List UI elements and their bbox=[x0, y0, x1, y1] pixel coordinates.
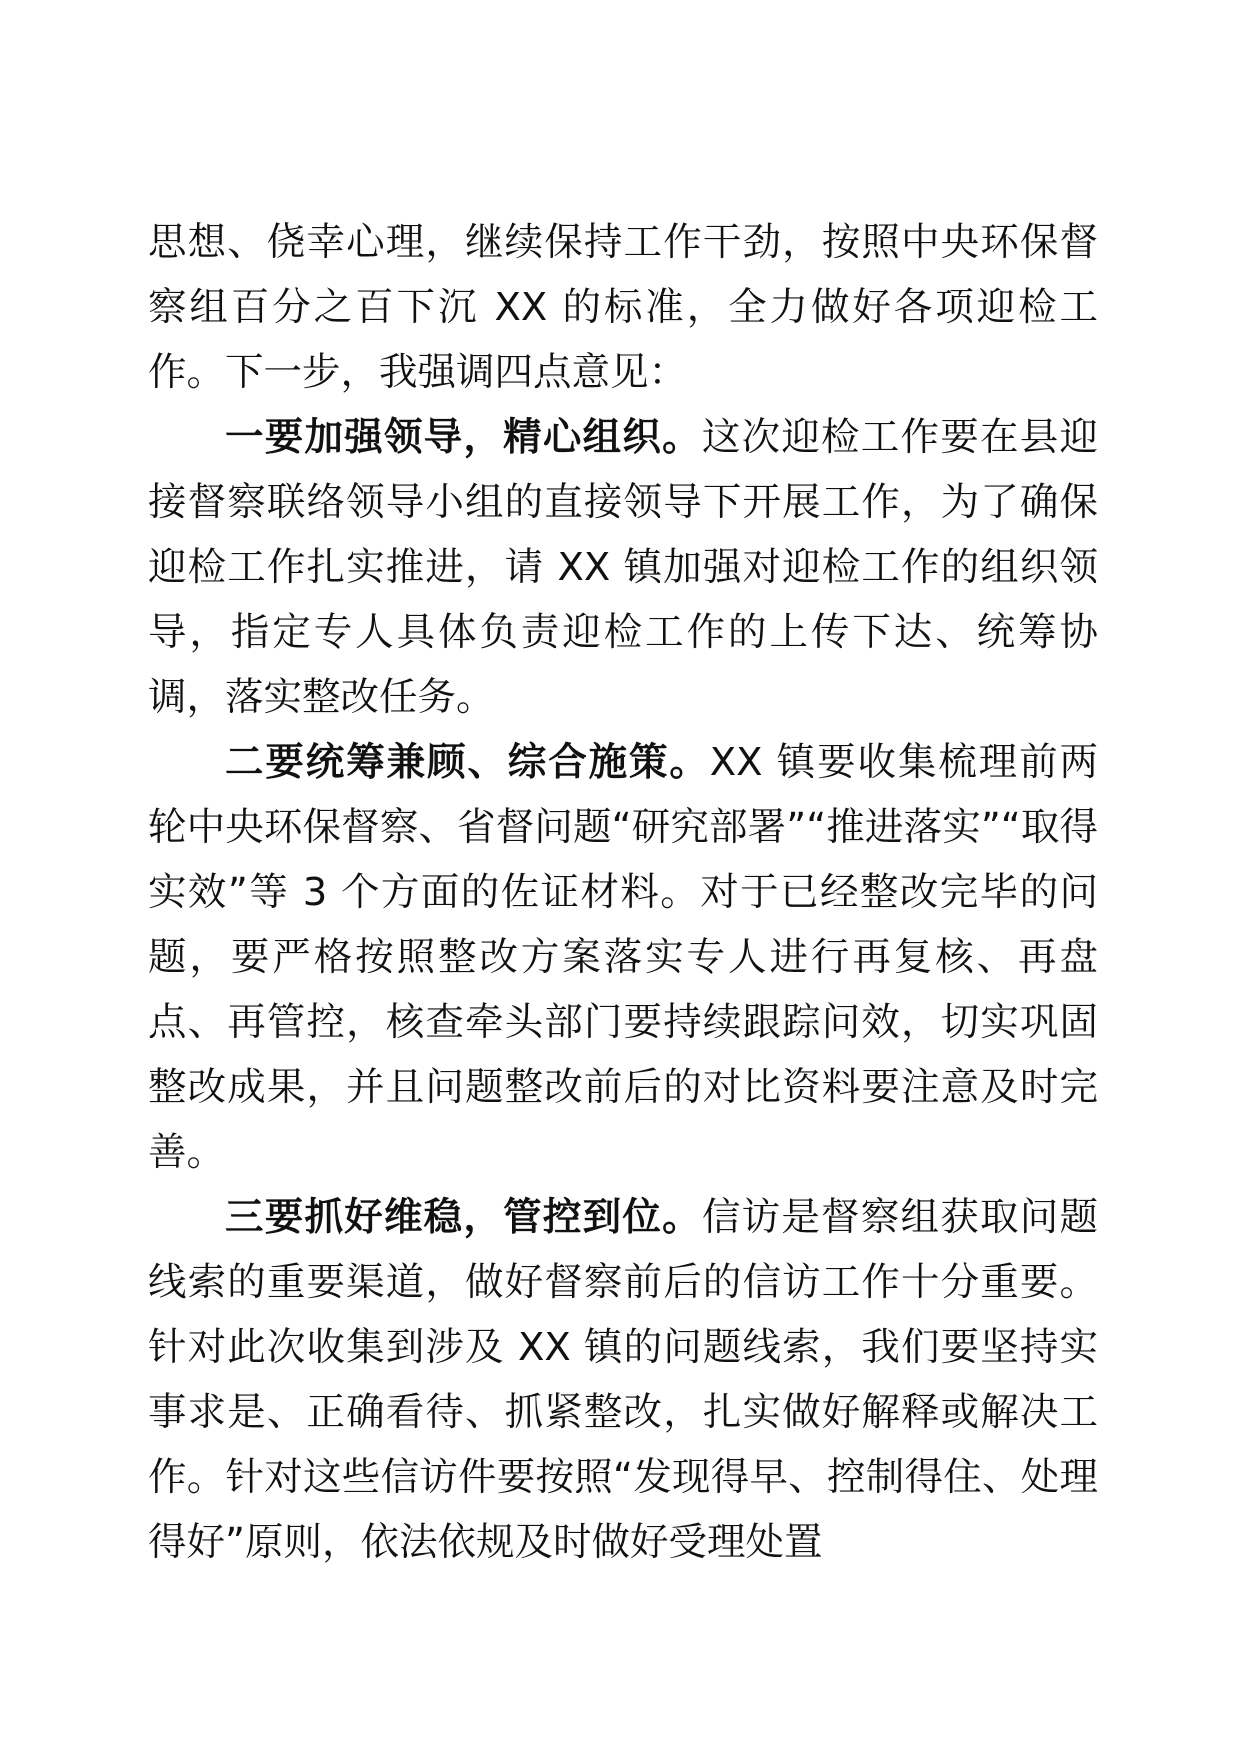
point-two-body: XX 镇要收集梳理前两轮中央环保督察、省督问题“研究部署”“推进落实”“取得实效”等 3 个方面的佐证材料。对于已经整改完毕的问题，要严格按照整改方案落实专人进行再复核、再盘点、再管控，核查牵头部门要持续跟踪问效，切实巩固整改成果，并且问题整改前后的对比资料要注意及时完善。 bbox=[148, 740, 1098, 1175]
point-two-heading: 二要统筹兼顾、综合施策。 bbox=[225, 740, 710, 785]
paragraph-point-two bbox=[148, 730, 1098, 1185]
paragraph-intro-text: 思想、侥幸心理，继续保持工作干劲，按照中央环保督察组百分之百下沉 XX 的标准，全力做好各项迎检工作。下一步，我强调四点意见： bbox=[148, 220, 1098, 395]
paragraph-intro bbox=[148, 210, 1098, 405]
point-three-heading: 三要抓好维稳，管控到位。 bbox=[225, 1195, 702, 1240]
point-one-heading: 一要加强领导，精心组织。 bbox=[225, 415, 702, 460]
point-one-body: 这次迎检工作要在县迎接督察联络领导小组的直接领导下开展工作，为了确保迎检工作扎实推进，请 XX 镇加强对迎检工作的组织领导，指定专人具体负责迎检工作的上传下达、统筹协调，落实整改任务。 bbox=[148, 415, 1098, 720]
document-page bbox=[148, 210, 1098, 1575]
point-three-body: 信访是督察组获取问题线索的重要渠道，做好督察前后的信访工作十分重要。针对此次收集到涉及 XX 镇的问题线索，我们要坚持实事求是、正确看待、抓紧整改，扎实做好解释或解决工作。针对这些信访件要按照“发现得早、控制得住、处理得好”原则，依法依规及时做好受理处置 bbox=[148, 1195, 1098, 1565]
paragraph-point-one bbox=[148, 405, 1098, 730]
paragraph-point-three bbox=[148, 1185, 1098, 1575]
